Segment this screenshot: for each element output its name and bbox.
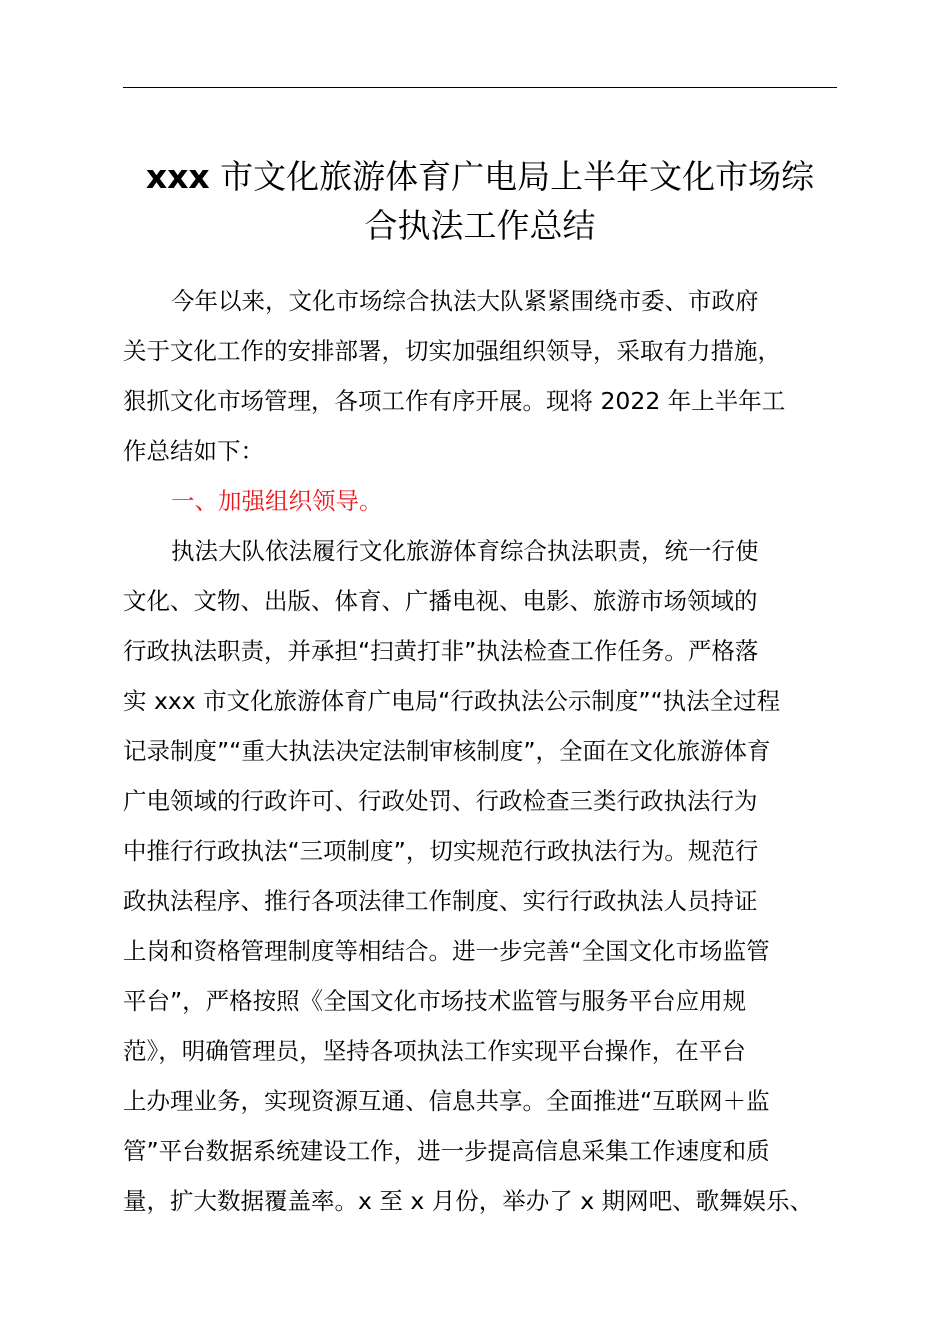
- section-line: 记录制度”“重大执法决定法制审核制度”，全面在文化旅游体育: [123, 737, 771, 765]
- title-latin-prefix: xxx: [145, 157, 210, 196]
- section-line: 实 xxx 市文化旅游体育广电局“行政执法公示制度”“执法全过程: [123, 687, 781, 715]
- title-line-2: 合执法工作总结: [364, 206, 596, 245]
- section-line: 平台”，严格按照《全国文化市场技术监管与服务平台应用规: [123, 987, 747, 1015]
- section-line: 执法大队依法履行文化旅游体育综合执法职责，统一行使: [171, 537, 759, 565]
- section-line: 范》，明确管理员，坚持各项执法工作实现平台操作，在平台: [123, 1037, 746, 1065]
- document-title: [100, 152, 860, 250]
- section-line: 文化、文物、出版、体育、广播电视、电影、旅游市场领域的: [123, 587, 758, 615]
- section-line: 中推行行政执法“三项制度”，切实规范行政执法行为。规范行: [123, 837, 759, 865]
- section-line: 上办理业务，实现资源互通、信息共享。全面推进“互联网＋监: [123, 1087, 770, 1115]
- intro-line: 作总结如下：: [123, 437, 264, 465]
- header-rule: [123, 87, 837, 88]
- intro-line: 狠抓文化市场管理，各项工作有序开展。现将 2022 年上半年工: [123, 387, 786, 415]
- title-line-1: [100, 152, 860, 201]
- section-line: 行政执法职责，并承担“扫黄打非”执法检查工作任务。严格落: [123, 637, 759, 665]
- section-line: 上岗和资格管理制度等相结合。进一步完善“全国文化市场监管: [123, 937, 770, 965]
- section-line: 管”平台数据系统建设工作，进一步提高信息采集工作速度和质: [123, 1137, 770, 1165]
- section-line: 政执法程序、推行各项法律工作制度、实行行政执法人员持证: [123, 887, 758, 915]
- title-line-1-text: 市文化旅游体育广电局上半年文化市场综: [209, 157, 815, 196]
- document-body: [123, 276, 843, 1226]
- section-line: 广电领域的行政许可、行政处罚、行政检查三类行政执法行为: [123, 787, 758, 815]
- section-heading: 一、加强组织领导。: [171, 487, 383, 515]
- section-line: 量，扩大数据覆盖率。x 至 x 月份，举办了 x 期网吧、歌舞娱乐、: [123, 1187, 814, 1215]
- intro-line: 今年以来，文化市场综合执法大队紧紧围绕市委、市政府: [171, 287, 759, 315]
- intro-line: 关于文化工作的安排部署，切实加强组织领导，采取有力措施，: [123, 337, 781, 365]
